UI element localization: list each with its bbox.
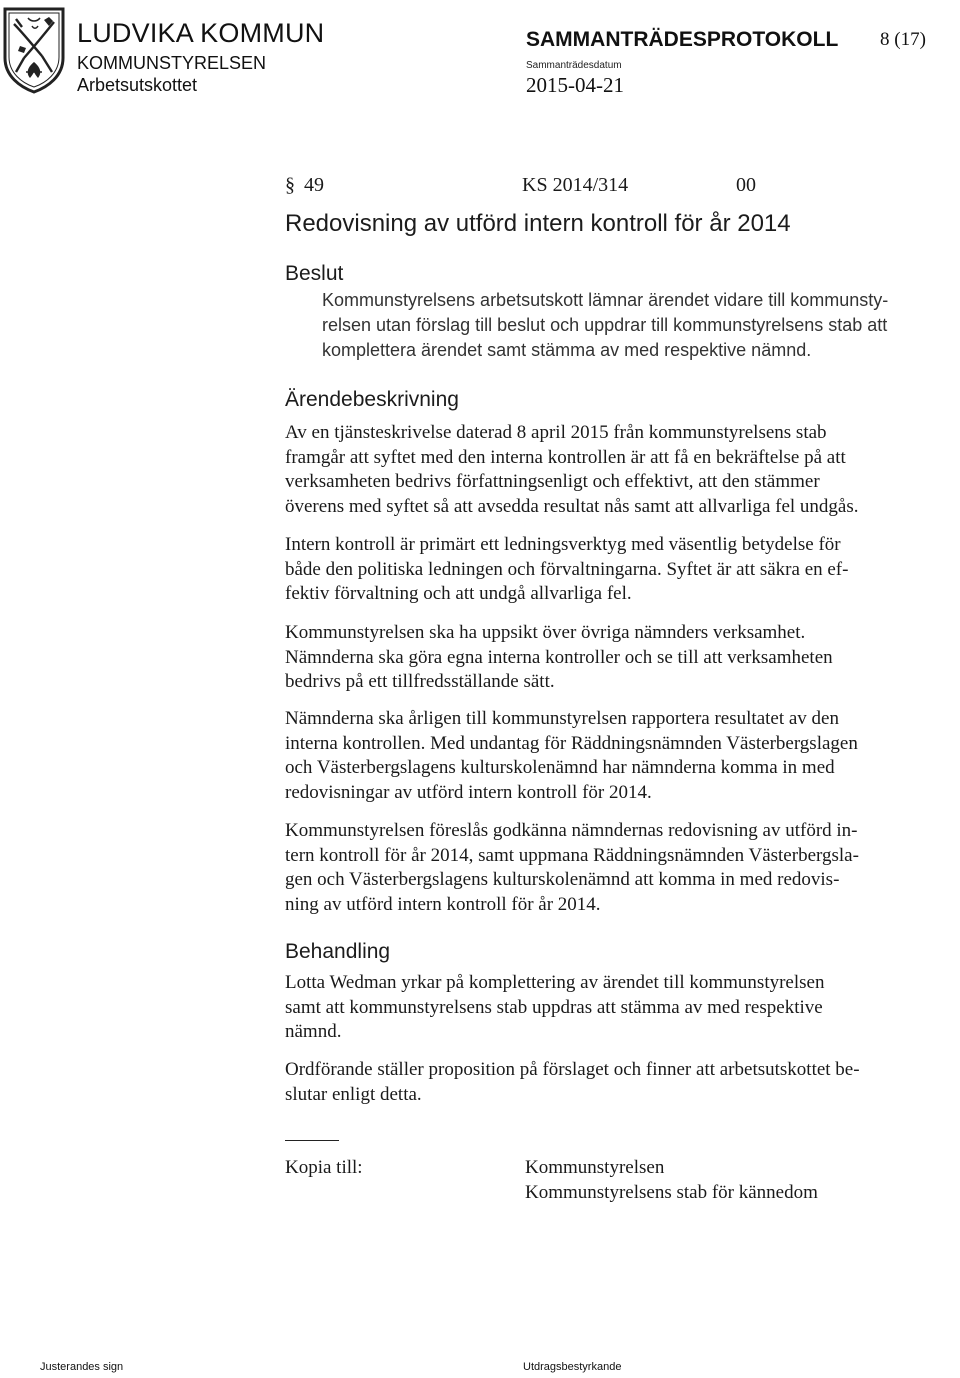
text-line: Nämnderna ska årligen till kommunstyrelsen rapportera resultatet av den bbox=[285, 708, 839, 729]
text-line: överens med syftet så att avsedda resultat nås samt att allvarliga fel undgås. bbox=[285, 495, 859, 517]
arendebeskrivning-heading: Ärendebeskrivning bbox=[285, 388, 459, 411]
text-line: samt att kommunstyrelsens stab uppdras att stämma av med respektive bbox=[285, 996, 823, 1018]
behandling-heading: Behandling bbox=[285, 940, 391, 963]
text-line: verksamheten bedrivs författningsenligt och effektivt, att den stämmer bbox=[285, 471, 820, 492]
behandling-paragraph-2 bbox=[285, 1058, 860, 1107]
text-line: och Västerbergslagens kulturskolenämnd har nämnderna komma in med bbox=[285, 757, 835, 778]
text-line: Nämnderna ska göra egna interna kontroller och se till att verksamheten bbox=[285, 646, 833, 668]
text-line: Kommunstyrelsen ska ha uppsikt över övriga nämnders verksamhet. bbox=[285, 622, 806, 643]
beslut-text bbox=[322, 288, 888, 363]
arende-paragraph-5 bbox=[285, 819, 859, 917]
kopia-recipients bbox=[525, 1156, 818, 1205]
text-line: slutar enligt detta. bbox=[285, 1083, 422, 1105]
text-line: nämnd. bbox=[285, 1021, 342, 1042]
footer-utdragsbestyrkande: Utdragsbestyrkande bbox=[523, 1361, 622, 1373]
municipal-crest-icon bbox=[2, 6, 66, 94]
kopia-label: Kopia till: bbox=[285, 1157, 363, 1178]
text-line: framgår att syftet med den interna kontrollen är att få en bekräftelse på att bbox=[285, 446, 846, 468]
beslut-heading: Beslut bbox=[285, 262, 344, 285]
page-number: 8 (17) bbox=[880, 29, 926, 50]
organization-body: Arbetsutskottet bbox=[77, 75, 198, 95]
behandling-paragraph-1 bbox=[285, 971, 824, 1045]
paragraph-sign: § bbox=[285, 174, 295, 196]
text-line: komplettera ärendet samt stämma av med respektive nämnd. bbox=[322, 340, 812, 360]
arende-paragraph-1 bbox=[285, 421, 859, 519]
text-line: interna kontrollen. Med undantag för Räddningsnämnden Västerbergslagen bbox=[285, 732, 858, 754]
text-line: ning av utförd intern kontroll för år 2014. bbox=[285, 893, 601, 915]
organization-unit: KOMMUNSTYRELSEN bbox=[77, 53, 267, 73]
arende-paragraph-3 bbox=[285, 621, 833, 695]
footer-justerandes-sign: Justerandes sign bbox=[40, 1361, 124, 1373]
arende-paragraph-4 bbox=[285, 707, 858, 805]
recipient: Kommunstyrelsens stab för kännedom bbox=[525, 1181, 818, 1203]
paragraph-number: 49 bbox=[304, 174, 324, 196]
text-line: gen och Västerbergslagens kulturskolenämnd att komma in med redovis- bbox=[285, 869, 840, 890]
text-line: Intern kontroll är primärt ett ledningsverktyg med väsentlig betydelse för bbox=[285, 534, 841, 555]
separator-line bbox=[285, 1140, 339, 1141]
text-line: Kommunstyrelsens arbetsutskott lämnar ärendet vidare till kommunsty- bbox=[322, 290, 889, 310]
arende-paragraph-2 bbox=[285, 533, 848, 607]
text-line: bedrivs på ett tillfredsställande sätt. bbox=[285, 671, 555, 692]
date-label: Sammanträdesdatum bbox=[526, 60, 622, 71]
text-line: tern kontroll för år 2014, samt uppmana Räddningsnämnden Västerbergsla- bbox=[285, 844, 859, 866]
item-title: Redovisning av utförd intern kontroll för år 2014 bbox=[285, 210, 791, 237]
text-line: både den politiska ledningen och förvaltningarna. Syftet är att säkra en ef- bbox=[285, 558, 849, 580]
text-line: Ordförande ställer proposition på förslaget och finner att arbetsutskottet be- bbox=[285, 1059, 860, 1080]
text-line: redovisningar av utförd intern kontroll för 2014. bbox=[285, 781, 652, 803]
classification-code: 00 bbox=[736, 174, 756, 196]
text-line: relsen utan förslag till beslut och uppdrar till kommunstyrelsens stab att bbox=[322, 315, 888, 335]
text-line: fektiv förvaltning och att undgå allvarliga fel. bbox=[285, 583, 632, 604]
text-line: Av en tjänsteskrivelse daterad 8 april 2015 från kommunstyrelsens stab bbox=[285, 422, 827, 443]
meeting-date: 2015-04-21 bbox=[526, 73, 624, 97]
organization-name: LUDVIKA KOMMUN bbox=[77, 18, 325, 48]
document-title: SAMMANTRÄDESPROTOKOLL bbox=[526, 28, 839, 51]
recipient: Kommunstyrelsen bbox=[525, 1157, 665, 1178]
text-line: Lotta Wedman yrkar på komplettering av ärendet till kommunstyrelsen bbox=[285, 972, 825, 993]
case-number: KS 2014/314 bbox=[522, 174, 629, 196]
text-line: Kommunstyrelsen föreslås godkänna nämndernas redovisning av utförd in- bbox=[285, 820, 858, 841]
